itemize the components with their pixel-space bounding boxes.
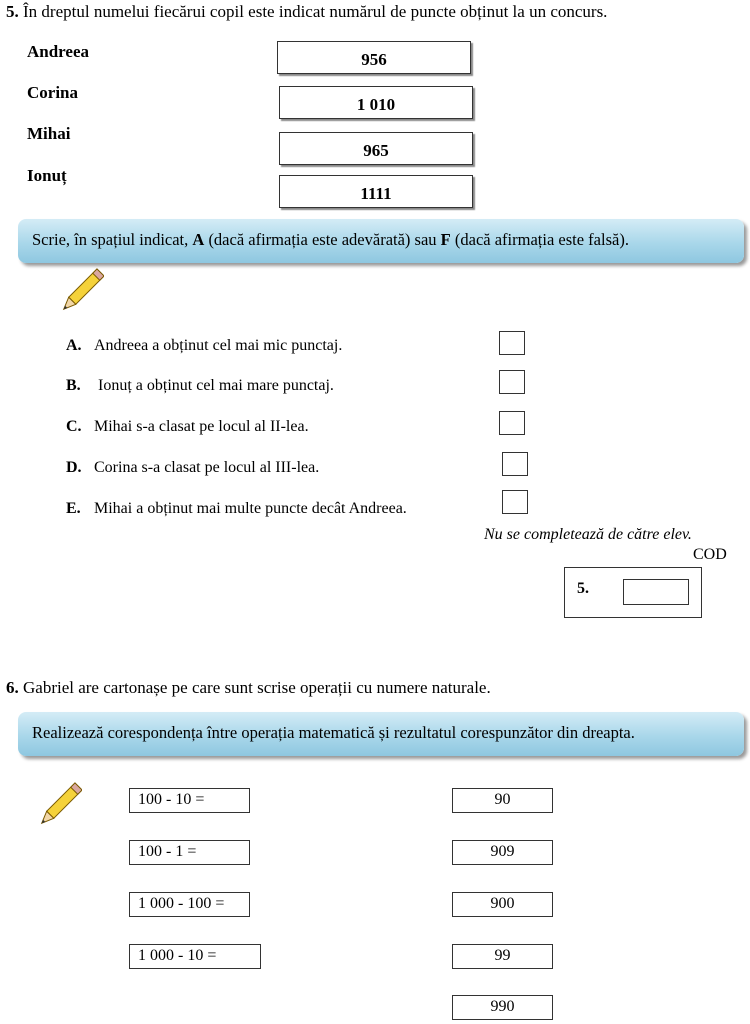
q5-text: În dreptul numelui fiecărui copil este indicat numărul de puncte obținut la un concurs. bbox=[23, 2, 608, 21]
q6-instruction-banner: Realizează corespondența între operația matematică și rezultatul corespunzător din dreapta. bbox=[18, 712, 744, 756]
statement-a-letter: A. bbox=[66, 337, 82, 354]
cod-input-box[interactable] bbox=[623, 579, 689, 605]
statement-b-text: Ionuț a obținut cel mai mare punctaj. bbox=[94, 377, 334, 394]
teacher-note: Nu se completează de către elev. bbox=[484, 526, 692, 543]
result-card-5[interactable]: 990 bbox=[452, 995, 553, 1020]
statement-a bbox=[66, 337, 342, 355]
score-box-ionut: 1111 bbox=[279, 175, 473, 208]
operation-card-3[interactable]: 1 000 - 100 = bbox=[129, 892, 250, 917]
operation-card-4[interactable]: 1 000 - 10 = bbox=[129, 944, 261, 969]
statement-e-text: Mihai a obținut mai multe puncte decât Andreea. bbox=[94, 500, 407, 517]
q6-title bbox=[6, 678, 491, 698]
result-card-3[interactable]: 900 bbox=[452, 892, 553, 917]
statement-d bbox=[66, 459, 319, 477]
answer-box-d[interactable] bbox=[502, 452, 528, 476]
q5-number: 5. bbox=[6, 2, 19, 21]
statement-c bbox=[66, 418, 309, 436]
q5-instruction-part2: (dacă afirmația este adevărată) sau bbox=[204, 230, 441, 249]
statement-e-letter: E. bbox=[66, 500, 81, 517]
cod-label: COD bbox=[693, 546, 727, 563]
statement-e bbox=[66, 500, 407, 518]
answer-box-c[interactable] bbox=[499, 411, 525, 435]
answer-box-b[interactable] bbox=[499, 370, 525, 394]
score-box-mihai: 965 bbox=[279, 132, 473, 165]
child-name-corina: Corina bbox=[27, 83, 78, 102]
cod-panel bbox=[564, 567, 702, 618]
statement-c-text: Mihai s-a clasat pe locul al II-lea. bbox=[94, 418, 309, 435]
child-name-ionut: Ionuț bbox=[27, 166, 67, 185]
q5-title bbox=[6, 2, 607, 22]
statement-b-letter: B. bbox=[66, 377, 81, 394]
child-name-mihai: Mihai bbox=[27, 124, 71, 143]
operation-card-2[interactable]: 100 - 1 = bbox=[129, 840, 250, 865]
answer-box-a[interactable] bbox=[499, 331, 525, 355]
pencil-icon bbox=[56, 268, 104, 318]
result-card-2[interactable]: 909 bbox=[452, 840, 553, 865]
child-name-andreea: Andreea bbox=[27, 42, 90, 61]
cod-number: 5. bbox=[577, 580, 589, 597]
statement-a-text: Andreea a obținut cel mai mic punctaj. bbox=[94, 337, 343, 354]
q5-instruction-part3: (dacă afirmația este falsă). bbox=[450, 230, 629, 249]
statement-d-letter: D. bbox=[66, 459, 82, 476]
operation-card-1[interactable]: 100 - 10 = bbox=[129, 788, 250, 813]
q6-number: 6. bbox=[6, 678, 19, 697]
statement-d-text: Corina s-a clasat pe locul al III-lea. bbox=[94, 459, 320, 476]
statement-b bbox=[66, 377, 334, 395]
q6-text: Gabriel are cartonașe pe care sunt scrise operații cu numere naturale. bbox=[23, 678, 491, 697]
pencil-icon bbox=[34, 782, 82, 832]
score-box-corina: 1 010 bbox=[279, 86, 473, 119]
q5-instruction-a: A bbox=[192, 230, 205, 249]
q5-instruction-banner bbox=[18, 219, 744, 263]
result-card-1[interactable]: 90 bbox=[452, 788, 553, 813]
result-card-4[interactable]: 99 bbox=[452, 944, 553, 969]
answer-box-e[interactable] bbox=[502, 490, 528, 514]
score-box-andreea: 956 bbox=[277, 41, 471, 74]
q5-instruction-f: F bbox=[440, 230, 451, 249]
statement-c-letter: C. bbox=[66, 418, 82, 435]
q5-instruction-part1: Scrie, în spațiul indicat, bbox=[32, 230, 193, 249]
